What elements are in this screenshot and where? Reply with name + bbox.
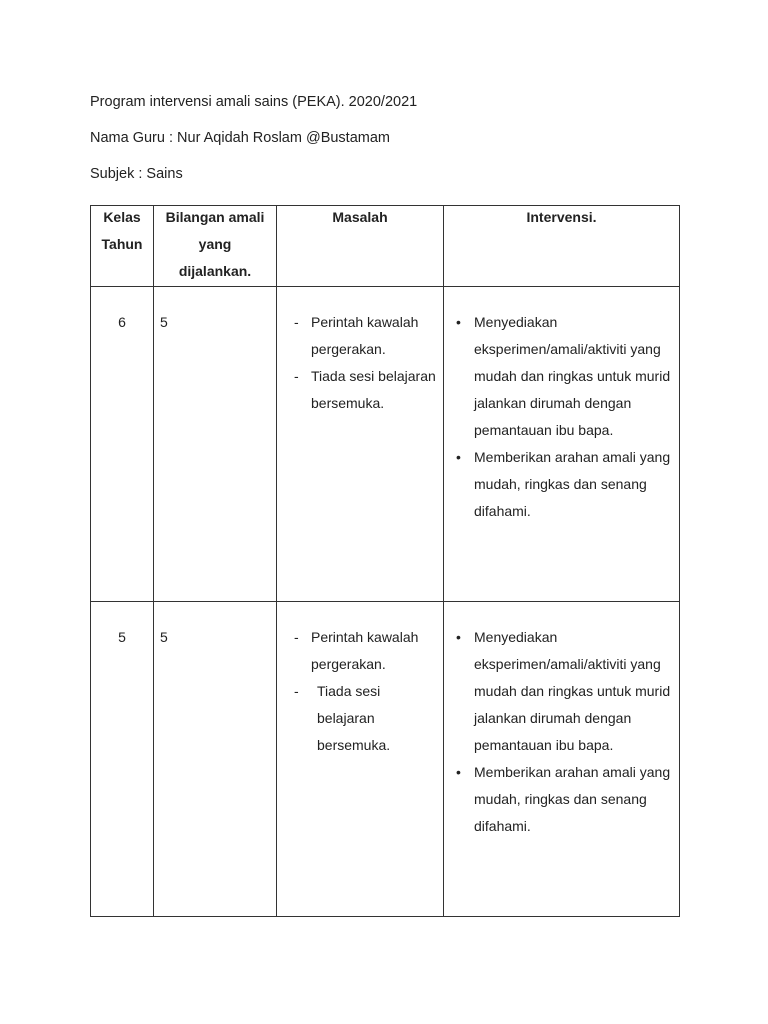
header-kelas-tahun	[91, 206, 154, 287]
masalah-list	[277, 602, 443, 759]
list-item-text: Memberikan arahan amali yang mudah, ringkas dan senang difahami.	[474, 449, 671, 519]
dash-marker: -	[294, 629, 299, 645]
header-kelas-line2: Tahun	[101, 236, 143, 252]
cell-kelas: 6	[91, 287, 154, 602]
list-item-text: Perintah kawalah pergerakan.	[311, 629, 419, 672]
dash-marker: -	[294, 314, 299, 330]
header-kelas-line1: Kelas	[103, 209, 141, 225]
header-masalah	[277, 206, 444, 287]
dash-marker: -	[294, 368, 299, 384]
table-header-row	[91, 206, 680, 287]
list-item	[444, 624, 679, 759]
list-item-text: Tiada sesi belajaran bersemuka.	[317, 683, 391, 753]
list-item-text: Menyediakan eksperimen/amali/aktiviti yang mudah dan ringkas untuk murid jalankan dirumah dengan pemantauan ibu bapa.	[474, 314, 671, 438]
list-item	[444, 759, 679, 840]
bullet-icon: •	[456, 449, 461, 465]
table-row	[91, 287, 680, 602]
list-item	[444, 309, 679, 444]
cell-masalah	[277, 602, 444, 917]
masalah-list	[277, 287, 443, 417]
intervensi-list	[444, 287, 679, 525]
cell-intervensi	[444, 602, 680, 917]
bullet-icon: •	[456, 764, 461, 780]
header-masalah-label: Masalah	[332, 209, 388, 225]
intervensi-list	[444, 602, 679, 840]
bullet-icon: •	[456, 629, 461, 645]
list-item-text: Menyediakan eksperimen/amali/aktiviti yang mudah dan ringkas untuk murid jalankan dirumah dengan pemantauan ibu bapa.	[474, 629, 671, 753]
list-item	[277, 678, 443, 759]
subject-line: Subjek : Sains	[90, 166, 183, 182]
list-item	[444, 444, 679, 525]
program-title: Program intervensi amali sains (PEKA). 2020/2021	[90, 94, 418, 110]
intervention-table	[90, 205, 680, 917]
header-bilangan-amali	[154, 206, 277, 287]
list-item	[277, 363, 443, 417]
cell-kelas: 5	[91, 602, 154, 917]
bullet-icon: •	[456, 314, 461, 330]
teacher-name: Nama Guru : Nur Aqidah Roslam @Bustamam	[90, 130, 390, 146]
list-item-text: Perintah kawalah pergerakan.	[311, 314, 419, 357]
header-intervensi	[444, 206, 680, 287]
list-item	[277, 624, 443, 678]
cell-bilangan: 5	[154, 602, 277, 917]
cell-bilangan: 5	[154, 287, 277, 602]
list-item	[277, 309, 443, 363]
cell-masalah	[277, 287, 444, 602]
dash-marker: -	[294, 683, 299, 699]
header-bilangan-line1: Bilangan amali	[165, 209, 265, 225]
table-row	[91, 602, 680, 917]
header-bilangan-line2: yang	[198, 236, 232, 252]
cell-intervensi	[444, 287, 680, 602]
list-item-text: Memberikan arahan amali yang mudah, ringkas dan senang difahami.	[474, 764, 671, 834]
header-bilangan-line3: dijalankan.	[178, 263, 252, 279]
header-intervensi-label: Intervensi.	[526, 209, 597, 225]
list-item-text: Tiada sesi belajaran bersemuka.	[311, 368, 436, 411]
